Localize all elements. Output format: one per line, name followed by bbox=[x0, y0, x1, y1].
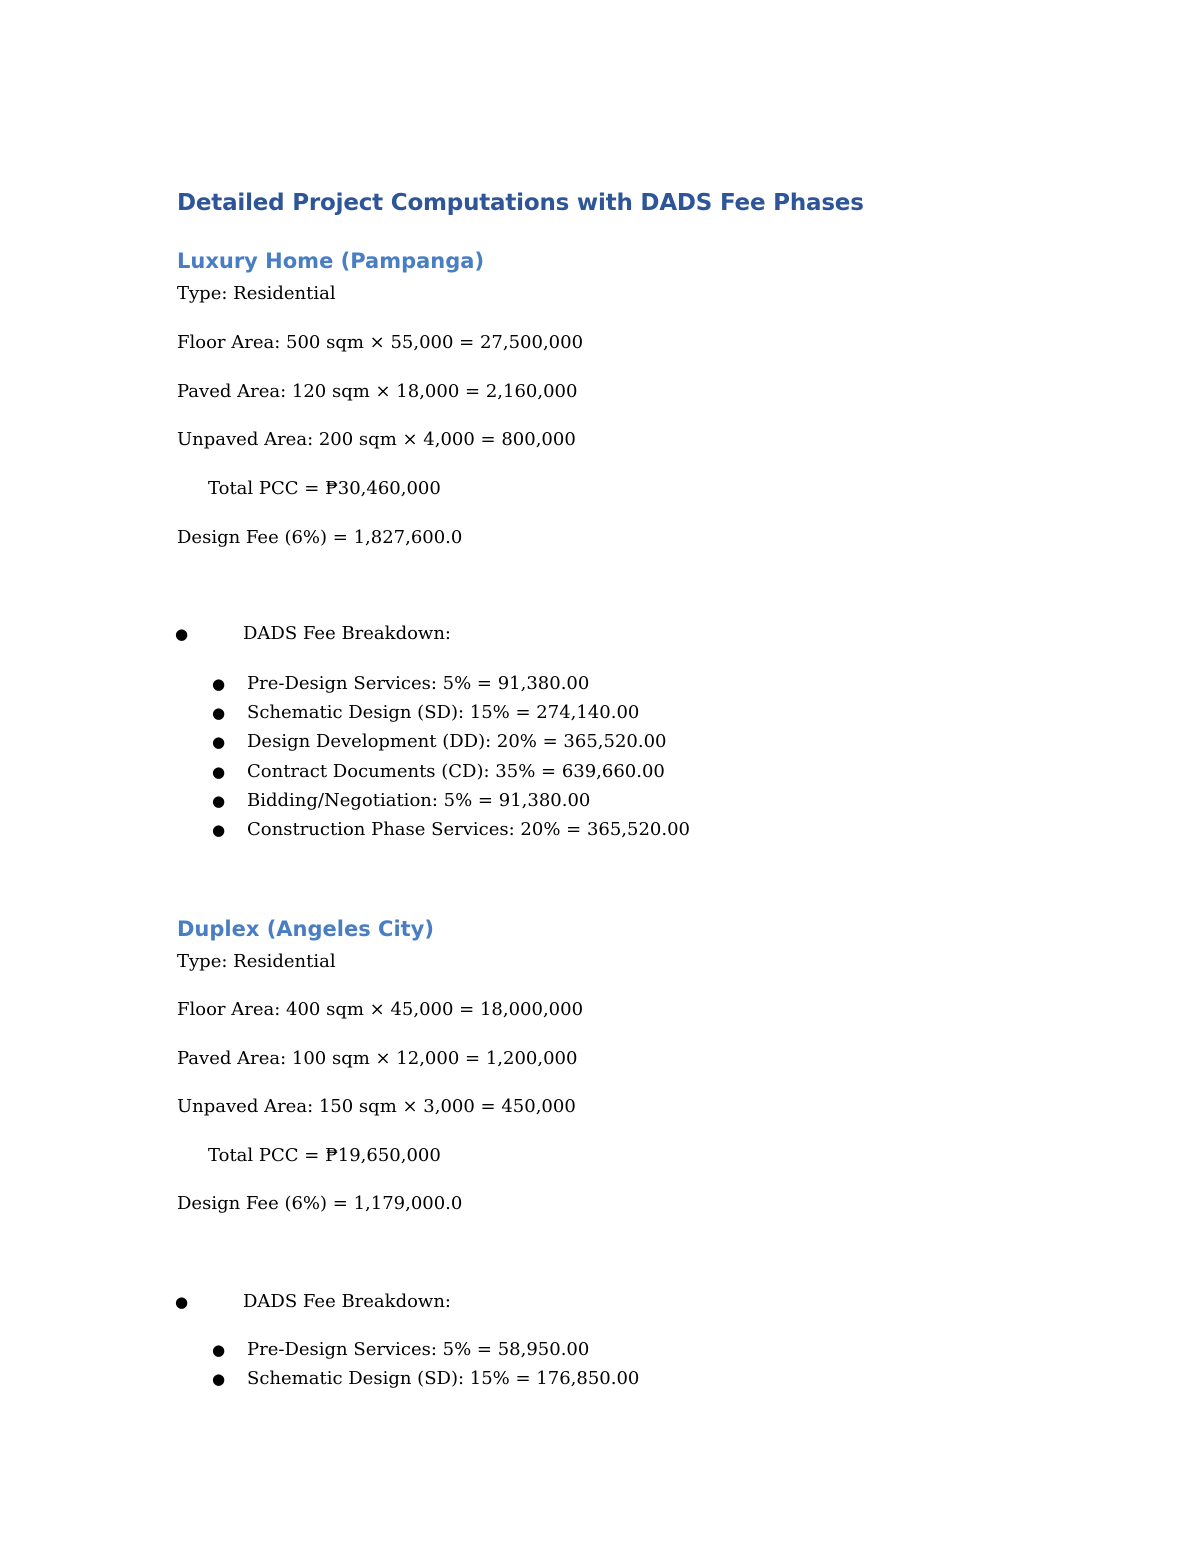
fee-phase-text: Bidding/Negotiation: 5% = 91,380.00 bbox=[247, 789, 591, 811]
floor-area-line: Floor Area: 500 sqm × 55,000 = 27,500,000 bbox=[177, 332, 584, 353]
fee-phase-text: Schematic Design (SD): 15% = 274,140.00 bbox=[247, 702, 640, 724]
bullet-icon: ● bbox=[212, 820, 226, 839]
fee-phase-text: Design Development (DD): 20% = 365,520.00 bbox=[247, 731, 667, 753]
fee-breakdown-label: DADS Fee Breakdown: bbox=[243, 623, 451, 644]
project-type: Type: Residential bbox=[177, 283, 336, 304]
fee-phase-text: Construction Phase Services: 20% = 365,520.00 bbox=[247, 818, 691, 840]
project-heading: Duplex (Angeles City) bbox=[177, 917, 434, 941]
bullet-icon: ● bbox=[212, 791, 226, 810]
paved-area-line: Paved Area: 120 sqm × 18,000 = 2,160,000 bbox=[177, 381, 578, 402]
fee-phase-text: Pre-Design Services: 5% = 91,380.00 bbox=[247, 673, 590, 694]
bullet-icon: ● bbox=[212, 733, 226, 752]
bullet-icon: ● bbox=[212, 704, 226, 723]
total-pcc-line: Total PCC = ₱19,650,000 bbox=[208, 1145, 441, 1166]
bullet-icon: ● bbox=[212, 1370, 226, 1389]
bullet-icon: ● bbox=[175, 1293, 189, 1311]
design-fee-line: Design Fee (6%) = 1,179,000.0 bbox=[177, 1193, 463, 1214]
paved-area-line: Paved Area: 100 sqm × 12,000 = 1,200,000 bbox=[177, 1048, 578, 1069]
fee-phase-text: Contract Documents (CD): 35% = 639,660.00 bbox=[247, 760, 665, 782]
bullet-icon: ● bbox=[212, 675, 226, 693]
project-type: Type: Residential bbox=[177, 951, 336, 972]
total-pcc-line: Total PCC = ₱30,460,000 bbox=[208, 478, 441, 499]
fee-phase-text: Pre-Design Services: 5% = 58,950.00 bbox=[247, 1339, 590, 1360]
bullet-icon: ● bbox=[212, 762, 226, 781]
design-fee-line: Design Fee (6%) = 1,827,600.0 bbox=[177, 527, 463, 548]
document-title: Detailed Project Computations with DADS Fee Phases bbox=[177, 190, 864, 216]
bullet-icon: ● bbox=[175, 625, 189, 643]
project-heading: Luxury Home (Pampanga) bbox=[177, 249, 485, 273]
fee-phase-text: Schematic Design (SD): 15% = 176,850.00 bbox=[247, 1368, 640, 1390]
bullet-icon: ● bbox=[212, 1341, 226, 1359]
floor-area-line: Floor Area: 400 sqm × 45,000 = 18,000,000 bbox=[177, 999, 584, 1020]
unpaved-area-line: Unpaved Area: 150 sqm × 3,000 = 450,000 bbox=[177, 1096, 576, 1117]
unpaved-area-line: Unpaved Area: 200 sqm × 4,000 = 800,000 bbox=[177, 429, 576, 450]
fee-breakdown-label: DADS Fee Breakdown: bbox=[243, 1291, 451, 1312]
